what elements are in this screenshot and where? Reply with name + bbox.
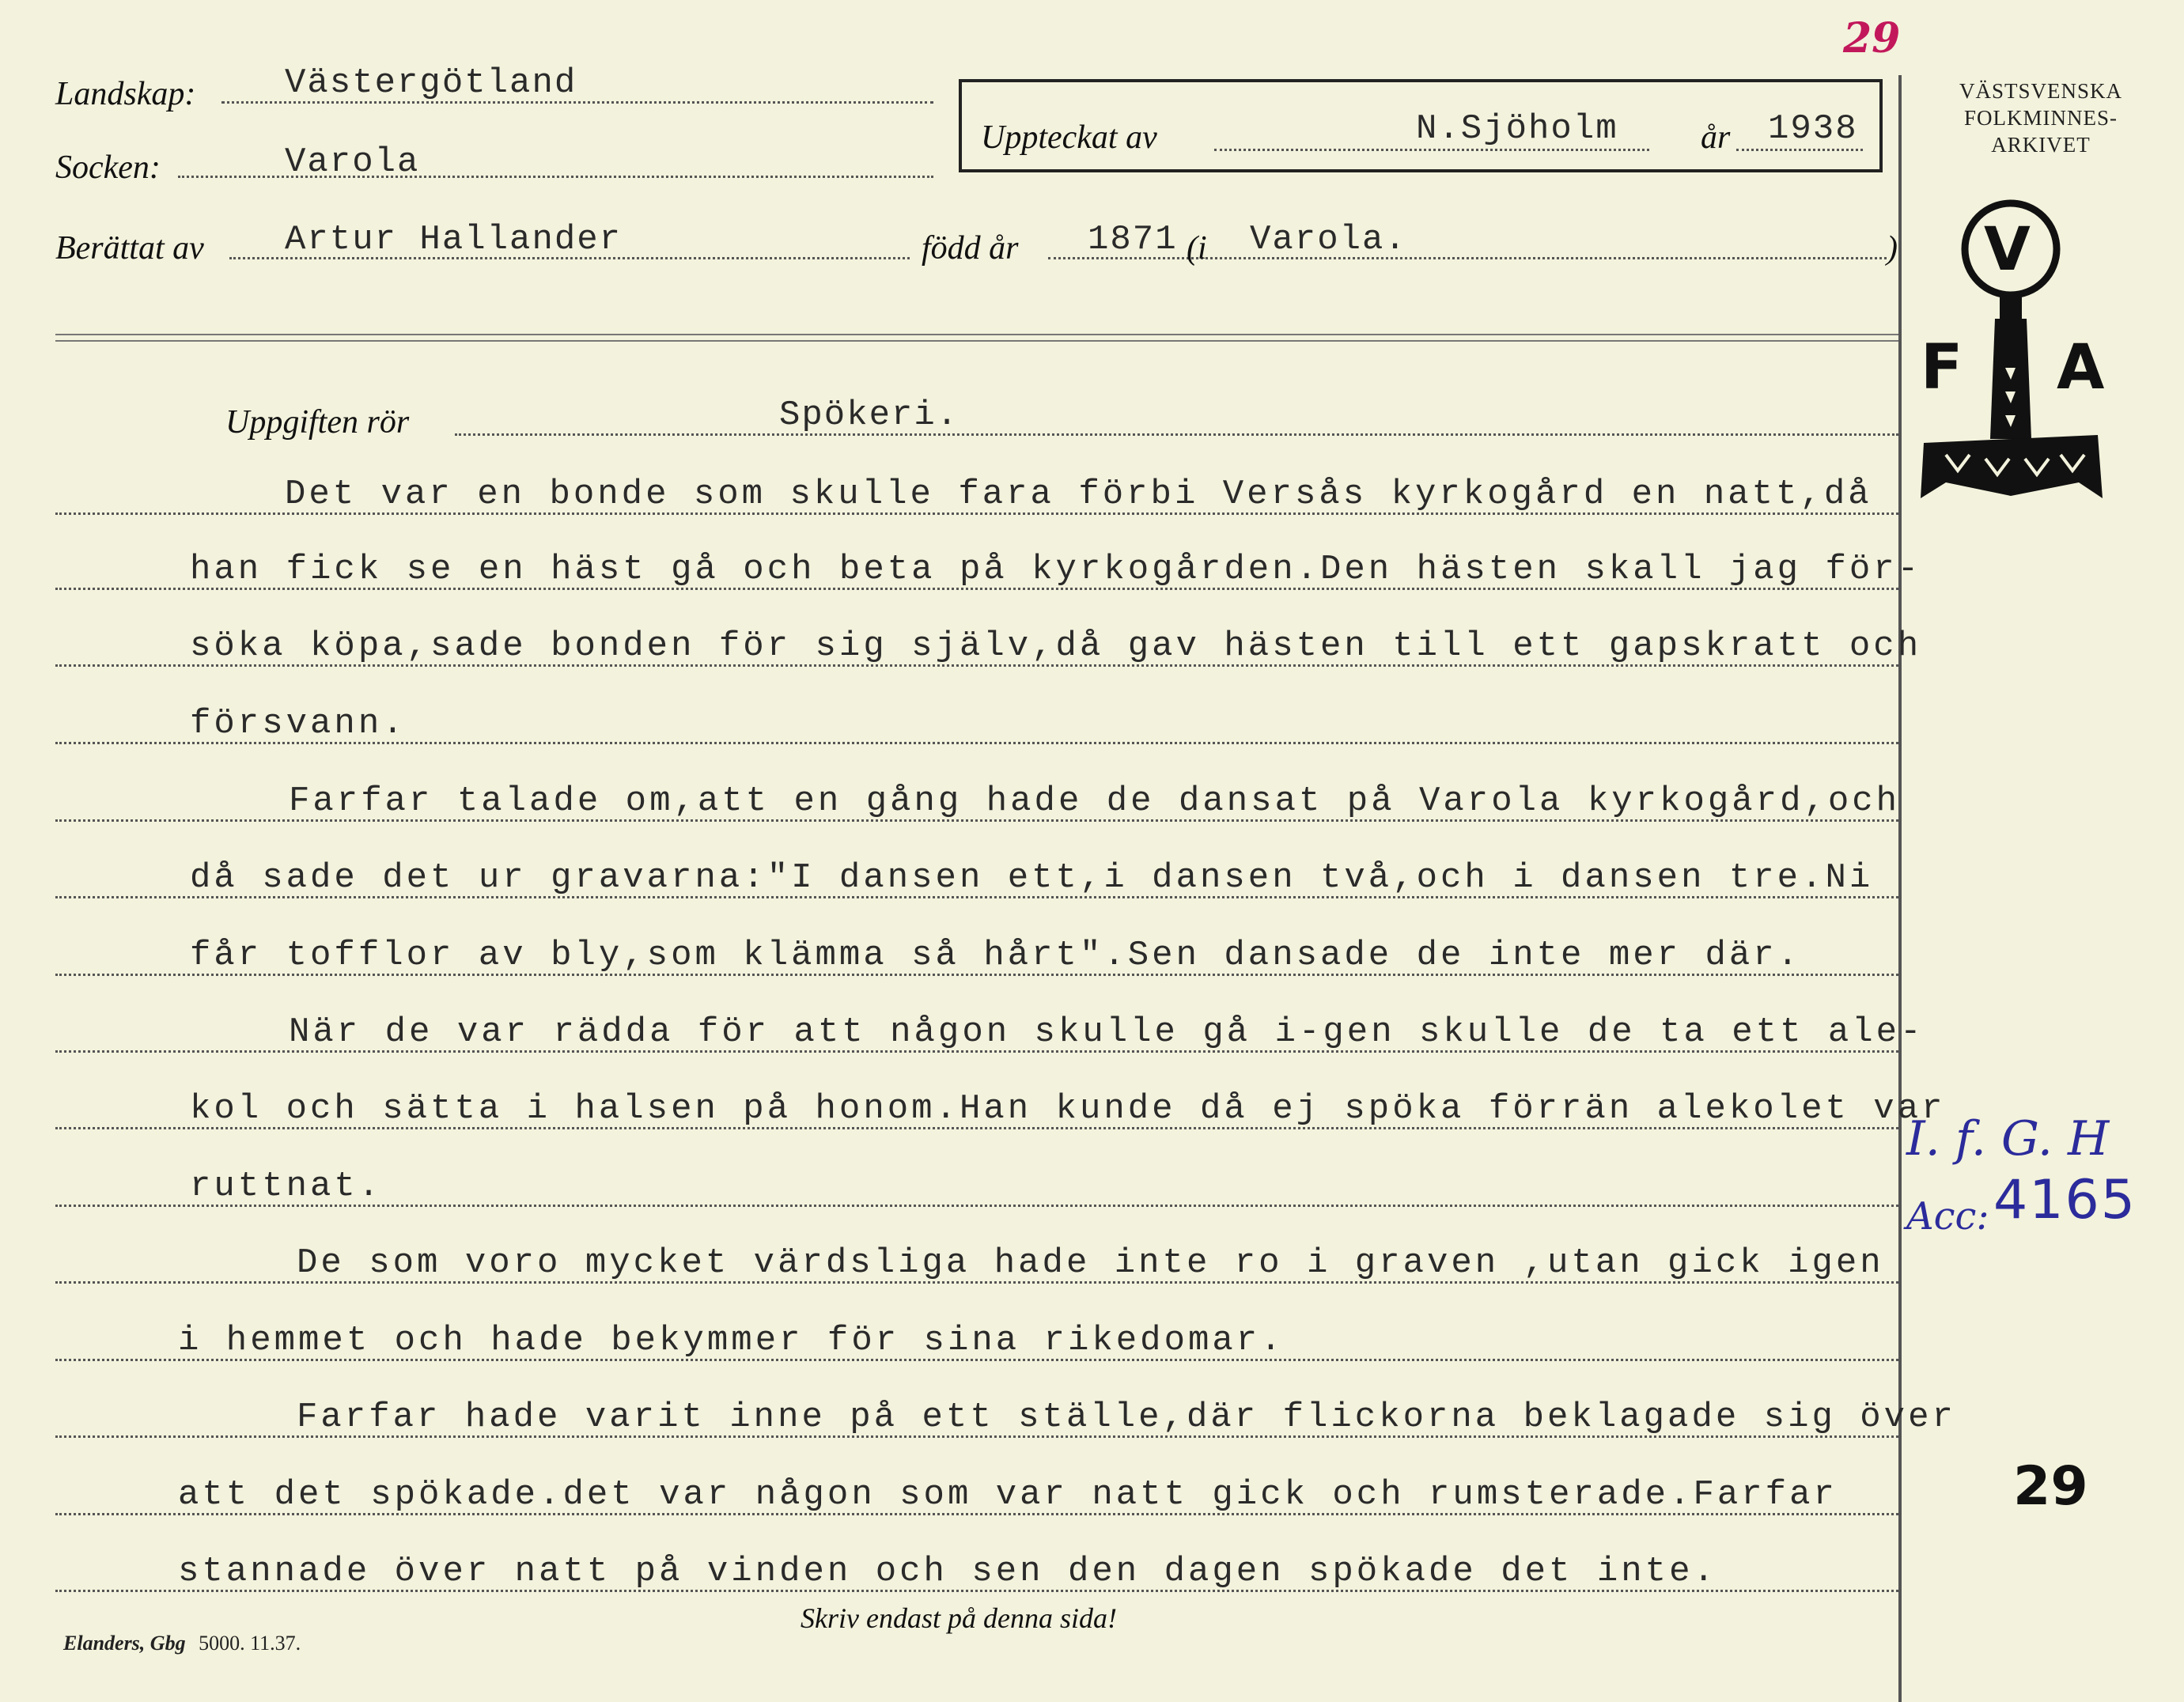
archive-name-line1: VÄSTSVENSKA [1959, 79, 2123, 103]
subject-label: Uppgiften rör [225, 404, 410, 441]
body-line-7: får tofflor av bly,som klämma så hårt".Sen dansade de inte mer där. [190, 936, 1802, 975]
landskap-label: Landskap: [55, 76, 196, 112]
body-line-13: Farfar hade varit inne på ett ställe,där flickorna beklagade sig över [297, 1398, 1956, 1437]
body-line-6: då sade det ur gravarna:"I dansen ett,i dansen två,och i dansen tre.Ni [190, 858, 1874, 898]
landskap-value: Västergötland [285, 63, 577, 103]
logo-letter-a: A [2057, 332, 2105, 403]
accession-stamp-number: 4165 [1993, 1169, 2137, 1231]
fodd-place-value: Varola. [1250, 220, 1407, 259]
body-line-5: Farfar talade om,att en gång hade de dansat på Varola kyrkogård,och [289, 781, 1901, 821]
socken-value: Varola [285, 142, 420, 182]
archive-name-line3: ARKIVET [1991, 133, 2091, 157]
archive-name-line2: FOLKMINNES- [1963, 106, 2118, 130]
fodd-label: född år [922, 230, 1019, 267]
printer-code: 5000. 11.37. [199, 1632, 301, 1655]
socken-label: Socken: [55, 149, 161, 186]
body-line-14: att det spökade.det var någon som var natt gick och rumsterade.Farfar [178, 1475, 1838, 1515]
printer-name: Elanders, Gbg [63, 1632, 186, 1655]
body-line-11: De som voro mycket värdsliga hade inte ro i graven ,utan gick igen [297, 1243, 1884, 1283]
body-line-4: försvann. [190, 704, 407, 743]
margin-line [1898, 75, 1902, 1702]
berattat-value: Artur Hallander [285, 220, 623, 259]
accession-stamp-line1: I. f. G. H [1906, 1111, 2110, 1167]
body-line-12: i hemmet och hade bekymmer för sina rikedomar. [178, 1321, 1285, 1360]
accession-stamp-prefix: Acc: [1906, 1194, 1989, 1239]
red-page-mark: 29 [1843, 14, 1901, 62]
ar-label: år [1701, 119, 1731, 156]
body-line-15: stannade över natt på vinden och sen den dagen spökade det inte. [178, 1552, 1717, 1591]
body-line-1: Det var en bonde som skulle fara förbi Versås kyrkogård en natt,då [285, 475, 1872, 514]
subject-dotted-line [455, 433, 1898, 436]
page-number: 29 [2013, 1455, 2088, 1518]
footer-printer [63, 1632, 301, 1655]
berattat-label: Berättat av [55, 230, 204, 267]
uppteckat-dotted-line [1214, 149, 1649, 151]
subject-value: Spökeri. [779, 395, 960, 435]
logo-letter-f: F [1921, 332, 1963, 403]
uppteckat-value: N.Sjöholm [1416, 109, 1618, 149]
fodd-place-close: ) [1887, 230, 1898, 267]
archive-logo [1914, 186, 2120, 502]
uppteckat-label: Uppteckat av [981, 119, 1157, 156]
body-line-10: ruttnat. [190, 1167, 383, 1206]
fodd-place-open: (i [1187, 230, 1207, 267]
fodd-value: 1871 [1088, 220, 1178, 259]
logo-letter-v: V [1984, 214, 2031, 284]
body-line-8: När de var rädda för att någon skulle gå i-gen skulle de ta ett ale- [289, 1012, 1925, 1052]
footer-instruction: Skriv endast på denna sida! [801, 1602, 1117, 1634]
header-separator [55, 334, 1898, 342]
archive-name [1910, 78, 2171, 158]
body-line-3: söka köpa,sade bonden för sig själv,då gav hästen till ett gapskratt och [190, 626, 1922, 666]
body-line-2: han fick se en häst gå och beta på kyrkogården.Den hästen skall jag för- [190, 550, 1922, 589]
ar-value: 1938 [1768, 109, 1858, 149]
ar-dotted-line [1736, 149, 1863, 151]
body-line-9: kol och sätta i halsen på honom.Han kunde då ej spöka förrän alekolet var [190, 1089, 1946, 1129]
